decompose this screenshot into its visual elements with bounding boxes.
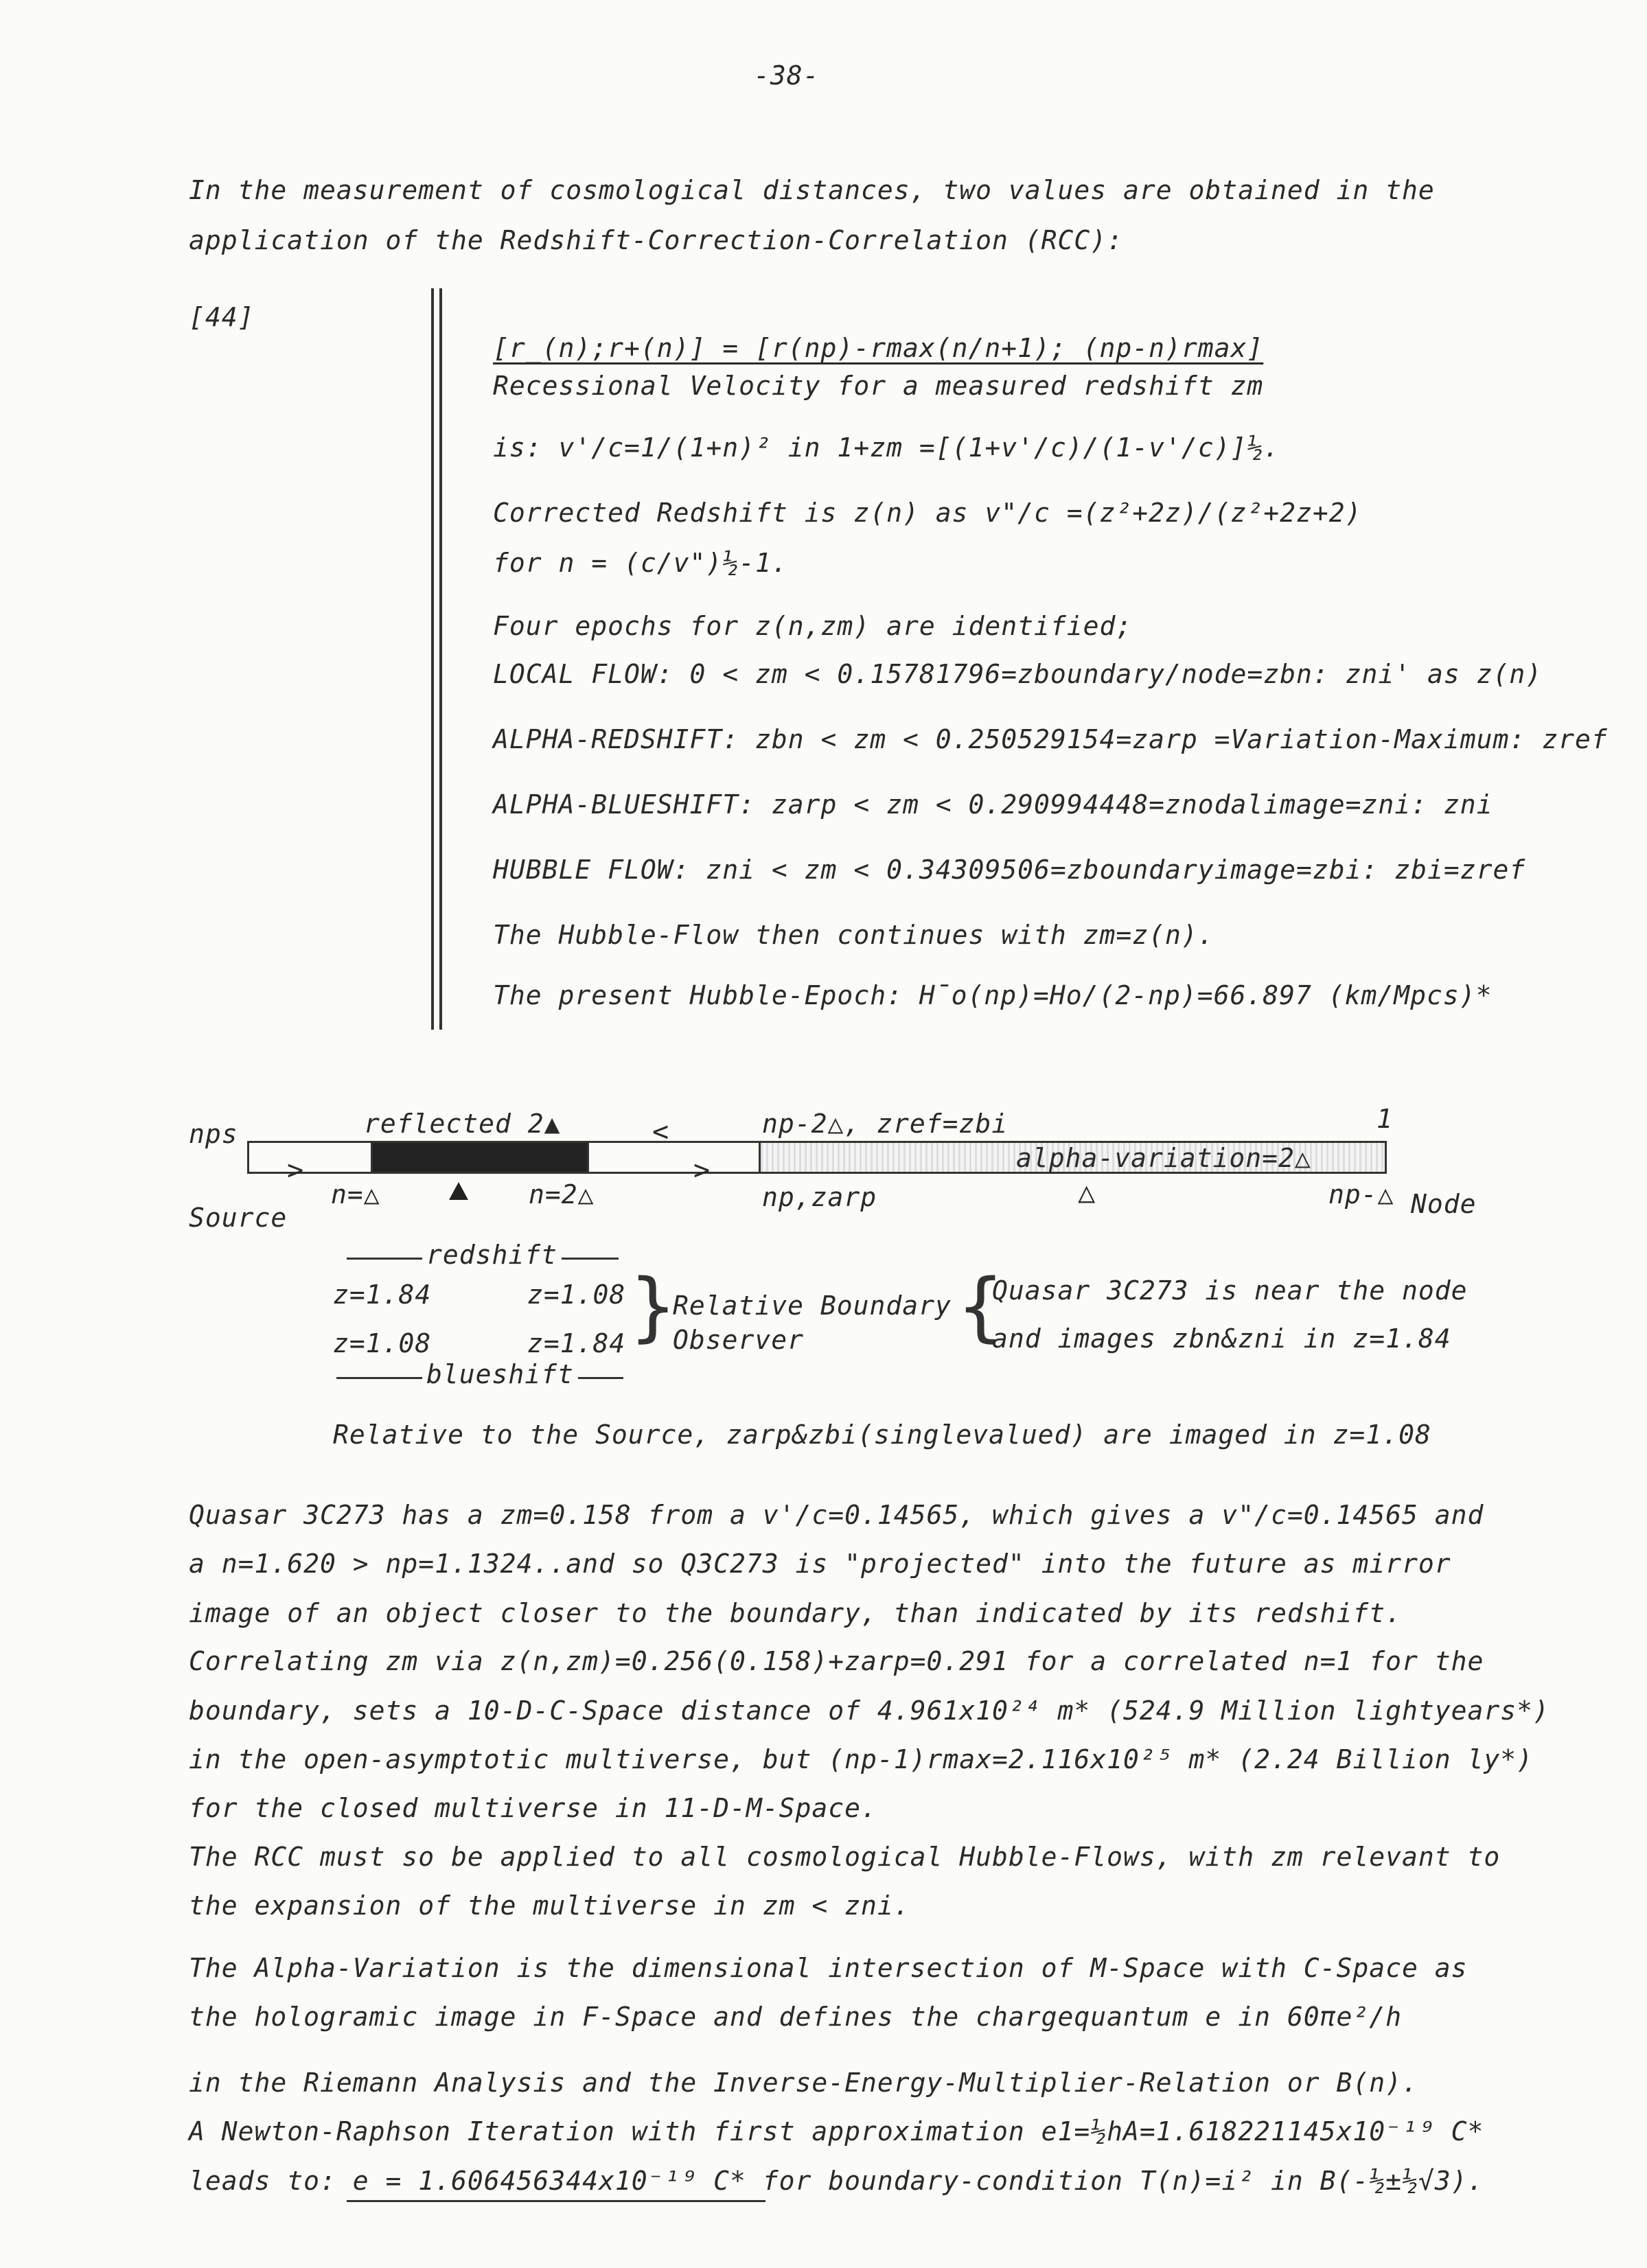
diagram-observer: Observer [673,1325,805,1355]
body-line-1: Quasar 3C273 has a zm=0.158 from a v'/c=0.14565, which gives a v"/c=0.14565 and [189,1500,1484,1530]
diagram-node-label: Node [1411,1189,1477,1219]
diagram-relative-source: Relative to the Source, zarp&zbi(singlevalued) are imaged in z=1.08 [333,1420,1431,1450]
diagram-n-2tri-label: n=2△ [529,1179,595,1210]
eq-line-12: The present Hubble-Epoch: H̄o(np)=Ho/(2-np)=66.897 (km/Mpcs)* [493,980,1493,1010]
brace-icon: } [630,1262,676,1350]
epoch-local-flow: LOCAL FLOW: 0 < zm < 0.15781796=zboundary/node=zbn: zni' as z(n) [493,659,1543,689]
body-line-8: The RCC must so be applied to all cosmological Hubble-Flows, with zm relevant to [189,1842,1501,1872]
body-line-13: A Newton-Raphson Iteration with first approximation e1=½hA=1.618221145x10⁻¹⁹ C* [189,2116,1484,2146]
body-line-14: leads to: e = 1.606456344x10⁻¹⁹ C* for boundary-condition T(n)=i² in B(-½±½√3). [189,2166,1484,2196]
epoch-alpha-redshift: ALPHA-REDSHIFT: zbn < zm < 0.250529154=zarp =Variation-Maximum: zref [493,724,1608,754]
diagram-relative-boundary: Relative Boundary [673,1291,952,1321]
intro-line-2: application of the Redshift-Correction-Correlation (RCC): [189,225,1124,255]
result-underline [347,2200,765,2202]
body-line-7: for the closed multiverse in 11-D-M-Space. [189,1793,877,1823]
eq-line-6: Four epochs for z(n,zm) are identified; [493,611,1133,641]
brace-icon: { [958,1262,1004,1350]
diagram-reflected-label: reflected 2▲ [364,1109,561,1139]
body-line-9: the expansion of the multiverse in zm < zni. [189,1890,910,1921]
epoch-hubble-flow: HUBBLE FLOW: zni < zm < 0.34309506=zboundaryimage=zbi: zbi=zref [493,855,1526,885]
diagram-nps-label: nps [189,1119,238,1149]
eq-line-5: for n = (c/v")½-1. [493,548,788,578]
diagram-redshift-label: redshift [422,1240,562,1270]
body-line-10: The Alpha-Variation is the dimensional intersection of M-Space with C-Space as [189,1953,1468,1983]
box-rule-left [431,288,434,1030]
page-number: -38- [754,60,820,91]
eq-line-4: Corrected Redshift is z(n) as v"/c =(z²+2z)/(z²+2z+2) [493,498,1362,528]
body-line-2: a n=1.620 > np=1.1324..and so Q3C273 is "projected" into the future as mirror [189,1549,1451,1579]
eq-line-11: The Hubble-Flow then continues with zm=z(n). [493,920,1214,950]
diagram-blueshift-label: blueshift [422,1359,578,1389]
right-arrow-icon: > [287,1155,305,1186]
diagram-top-mid-label: np-2△, zref=zbi [762,1109,1009,1139]
body-line-11: the hologramic image in F-Space and defines the chargequantum e in 60πe²/h [189,2002,1402,2032]
diagram-z184b: z=1.84 [527,1328,626,1358]
diagram-n-tri-label: n=△ [331,1179,380,1210]
body-line-12: in the Riemann Analysis and the Inverse-Energy-Multiplier-Relation or B(n). [189,2068,1418,2098]
body-line-3: image of an object closer to the boundary, than indicated by its redshift. [189,1598,1402,1628]
filled-triangle-icon [449,1182,468,1200]
body-line-4: Correlating zm via z(n,zm)=0.256(0.158)+zarp=0.291 for a correlated n=1 for the [189,1646,1484,1676]
diagram-np-tri-label: np-△ [1328,1179,1394,1210]
diagram-source-label: Source [189,1203,288,1233]
intro-line-1: In the measurement of cosmological distances, two values are obtained in the [189,175,1435,205]
body-line-6: in the open-asymptotic multiverse, but (np-1)rmax=2.116x10²⁵ m* (2.24 Billion ly*) [189,1744,1533,1774]
diagram-one-label: 1 [1377,1104,1393,1134]
diagram-reflected-segment [371,1141,589,1174]
equation-number: [44] [189,302,255,332]
diagram-np-zarp-label: np,zarp [762,1182,877,1212]
right-arrow-icon: > [693,1155,711,1186]
diagram-alpha-variation-label: alpha-variation=2△ [1016,1143,1311,1173]
diagram-quasar-line-1: Quasar 3C273 is near the node [992,1275,1468,1306]
eq-line-3: is: v'/c=1/(1+n)² in 1+zm =[(1+v'/c)/(1-v'/c)]½. [493,432,1280,463]
box-rule-right [439,288,442,1030]
eq-line-2: Recessional Velocity for a measured redshift zm [493,371,1264,401]
epoch-alpha-blueshift: ALPHA-BLUESHIFT: zarp < zm < 0.290994448=znodalimage=zni: zni [493,789,1493,820]
diagram-quasar-line-2: and images zbn&zni in z=1.84 [992,1323,1451,1354]
diagram-z108b: z=1.08 [333,1328,432,1358]
body-line-5: boundary, sets a 10-D-C-Space distance of 4.961x10²⁴ m* (524.9 Million lightyears*) [189,1696,1550,1726]
diagram-z184a: z=1.84 [333,1280,432,1310]
open-triangle-icon: △ [1078,1175,1096,1209]
eq-line-1: [r_(n);r+(n)] = [r(np)-rmax(n/n+1); (np-n)rmax] [493,333,1264,363]
diagram-z108a: z=1.08 [527,1280,626,1310]
left-arrow-icon: < [652,1116,670,1148]
